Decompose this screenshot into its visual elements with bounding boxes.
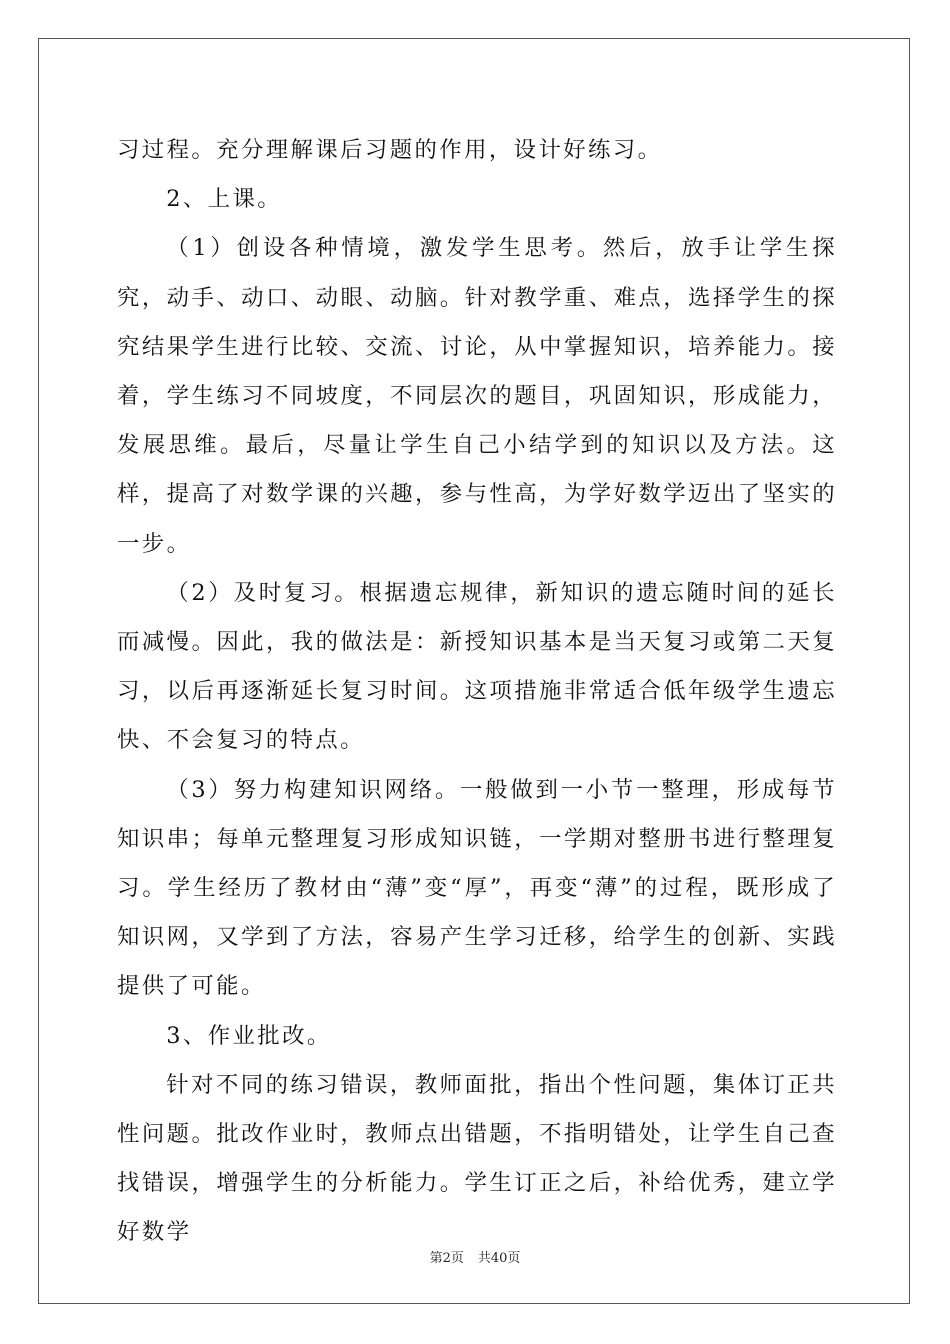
paragraph-1: 习过程。充分理解课后习题的作用，设计好练习。 — [117, 137, 663, 163]
section-heading-homework: 3、作业批改。 — [166, 1022, 332, 1049]
section-heading-class: 2、上课。 — [166, 186, 283, 213]
paragraph-situations: （1）创设各种情境，激发学生思考。然后，放手让学生探究，动手、动口、动眼、动脑。针对教学重、难点，选择学生的探究结果学生进行比较、交流、讨论，从中掌握知识，培养能力。接着，学生练习不同坡度，不同层次的题目，巩固知识，形成能力，发展思维。最后，尽量让学生自己小结学到的知识以及方法。这样，提高了对数学课的兴趣，参与性高，为学好数学迈出了坚实的一步。 — [117, 235, 837, 557]
page-footer — [0, 1247, 950, 1266]
paragraph-review: （2）及时复习。根据遗忘规律，新知识的遗忘随时间的延长而减慢。因此，我的做法是：新授知识基本是当天复习或第二天复习，以后再逐渐延长复习时间。这项措施非常适合低年级学生遗忘快、不会复习的特点。 — [117, 579, 837, 754]
paragraph-knowledge-network: （3）努力构建知识网络。一般做到一小节一整理，形成每节知识串；每单元整理复习形成知识链，一学期对整册书进行整理复习。学生经历了教材由“薄”变“厚”，再变“薄”的过程，既形成了知识网，又学到了方法，容易产生学习迁移，给学生的创新、实践提供了可能。 — [117, 776, 837, 1000]
page-number: 第2页 — [429, 1251, 464, 1266]
page-total: 共40页 — [477, 1251, 521, 1266]
document-body — [117, 126, 837, 1258]
paragraph-homework-correction: 针对不同的练习错误，教师面批，指出个性问题，集体订正共性问题。批改作业时，教师点出错题，不指明错处，让学生自己查找错误，增强学生的分析能力。学生订正之后，补给优秀，建立学好数学 — [117, 1071, 837, 1246]
